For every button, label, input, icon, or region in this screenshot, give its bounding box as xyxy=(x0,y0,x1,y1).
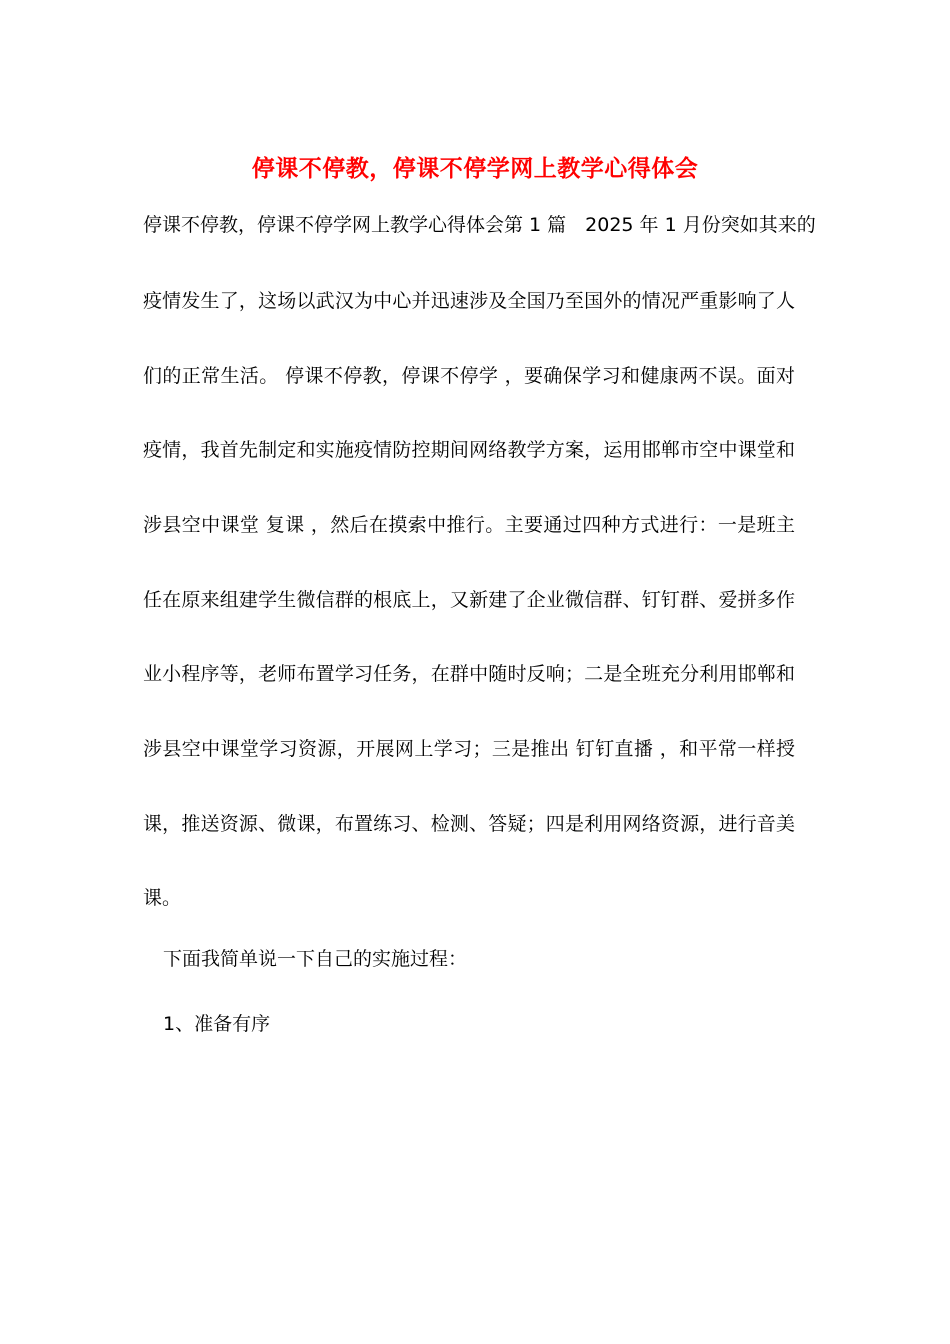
body-line-6: 任在原来组建学生微信群的根底上，又新建了企业微信群、钉钉群、爱拼多作 xyxy=(143,589,795,611)
body-line-10: 课。 xyxy=(143,887,182,909)
body-line-7: 业小程序等，老师布置学习任务，在群中随时反响；二是全班充分利用邯郸和 xyxy=(143,663,795,685)
body-line-8: 涉县空中课堂学习资源，开展网上学习；三是推出 钉钉直播 ，和平常一样授 xyxy=(143,738,795,760)
list-item-1: 1、准备有序 xyxy=(163,1013,271,1035)
body-line-2: 疫情发生了，这场以武汉为中心并迅速涉及全国乃至国外的情况严重影响了人 xyxy=(143,290,795,312)
body-line-5: 涉县空中课堂 复课 ，然后在摸索中推行。主要通过四种方式进行：一是班主 xyxy=(143,514,795,536)
document-title: 停课不停教，停课不停学网上教学心得体会 xyxy=(251,156,699,182)
body-line-9: 课，推送资源、微课，布置练习、检测、答疑；四是利用网络资源，进行音美 xyxy=(143,813,795,835)
intro-sentence: 下面我简单说一下自己的实施过程： xyxy=(163,948,468,970)
body-line-3: 们的正常生活。 停课不停教，停课不停学 ，要确保学习和健康两不误。面对 xyxy=(143,365,795,387)
body-line-4: 疫情，我首先制定和实施疫情防控期间网络教学方案，运用邯郸市空中课堂和 xyxy=(143,439,795,461)
body-line-1: 停课不停教，停课不停学网上教学心得体会第 1 篇 2025 年 1 月份突如其来的 xyxy=(143,214,816,236)
